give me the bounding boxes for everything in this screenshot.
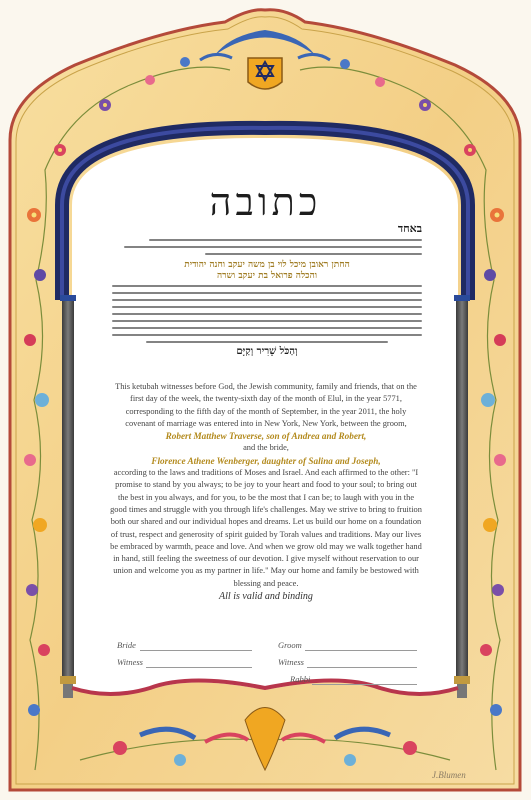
right-pillar	[454, 295, 470, 698]
hebrew-text-line	[112, 285, 422, 288]
groom-signature-label: Groom	[278, 640, 302, 650]
hebrew-opening-word: באחד	[397, 222, 422, 235]
english-text-block	[110, 381, 422, 603]
groom-name: Robert Matthew Traverse, son of Andrea and Robert,	[165, 431, 367, 442]
hebrew-text-block	[112, 222, 422, 357]
hebrew-title: כתובה	[209, 180, 322, 224]
rabbi-signature-label: Rabbi	[290, 674, 311, 684]
bride-name: Florence Athene Wenberger, daughter of Salina and Joseph,	[151, 455, 381, 466]
left-pillar	[60, 295, 76, 698]
hebrew-text-line	[112, 320, 422, 323]
english-closing: All is valid and binding	[219, 591, 313, 603]
bride-signature-line[interactable]	[140, 650, 252, 651]
hebrew-text-line	[112, 253, 422, 256]
witness2-signature-line[interactable]	[307, 667, 417, 668]
hebrew-text-line	[112, 334, 422, 337]
bride-signature-label: Bride	[117, 640, 136, 650]
witness2-signature-label: Witness	[278, 657, 304, 667]
hebrew-groom-line: החתן ראובן מיכל לוי בן משה יעקב וחנה יהודית	[184, 260, 350, 270]
hebrew-text-line	[112, 239, 422, 242]
hebrew-text-line	[112, 327, 422, 330]
hebrew-text-line	[112, 292, 422, 295]
hebrew-text-line	[112, 306, 422, 309]
hebrew-text-line	[112, 341, 422, 344]
artist-signature: J.Blumen	[432, 770, 466, 780]
hebrew-text-line	[112, 246, 422, 249]
english-vows: according to the laws and traditions of Moses and Israel. And each affirmed to the other: "I promise to stand by you always; to be joy to your heart and food to your soul; to bring out the best in you always, and for you, to be the most that I can be; to laugh with you in the good times and struggle with you through life's challenges. May we strive to bring to fruition both our shared and our individual hopes and dreams. Let us build our home on a foundation of trust, respect and generosity of spirit guided by Torah values and traditions. May our lives be embraced by warmth, peace and love. And when we grow old may we walk together hand in hand, still feeling the sweetness of our devotion. I give myself without reservation to our union and welcome you as my partner in life." May our home and family be bestowed with blessing and peace.	[110, 468, 422, 588]
witness1-signature-label: Witness	[117, 657, 143, 667]
hebrew-text-line	[112, 313, 422, 316]
hebrew-bride-line: והכלה פרואל בת יעקב ושרה	[216, 271, 318, 281]
witness1-signature-line[interactable]	[146, 667, 252, 668]
hebrew-closing: וְהַכֹּל שָׁרִיר וְקַיָּם	[236, 346, 298, 357]
hebrew-text-line	[112, 299, 422, 302]
english-intro: This ketubah witnesses before God, the Jewish community, family and friends, that on the first day of the week, the twenty-sixth day of the month of Elul, in the year 5771, corresponding to the fifth day of the month of September, in the year 2011, the holy covenant of marriage was entered into in New York, New York, between the groom,	[115, 382, 417, 428]
groom-signature-line[interactable]	[305, 650, 417, 651]
and-the-bride: and the bride,	[243, 443, 289, 453]
rabbi-signature-line[interactable]	[312, 684, 417, 685]
